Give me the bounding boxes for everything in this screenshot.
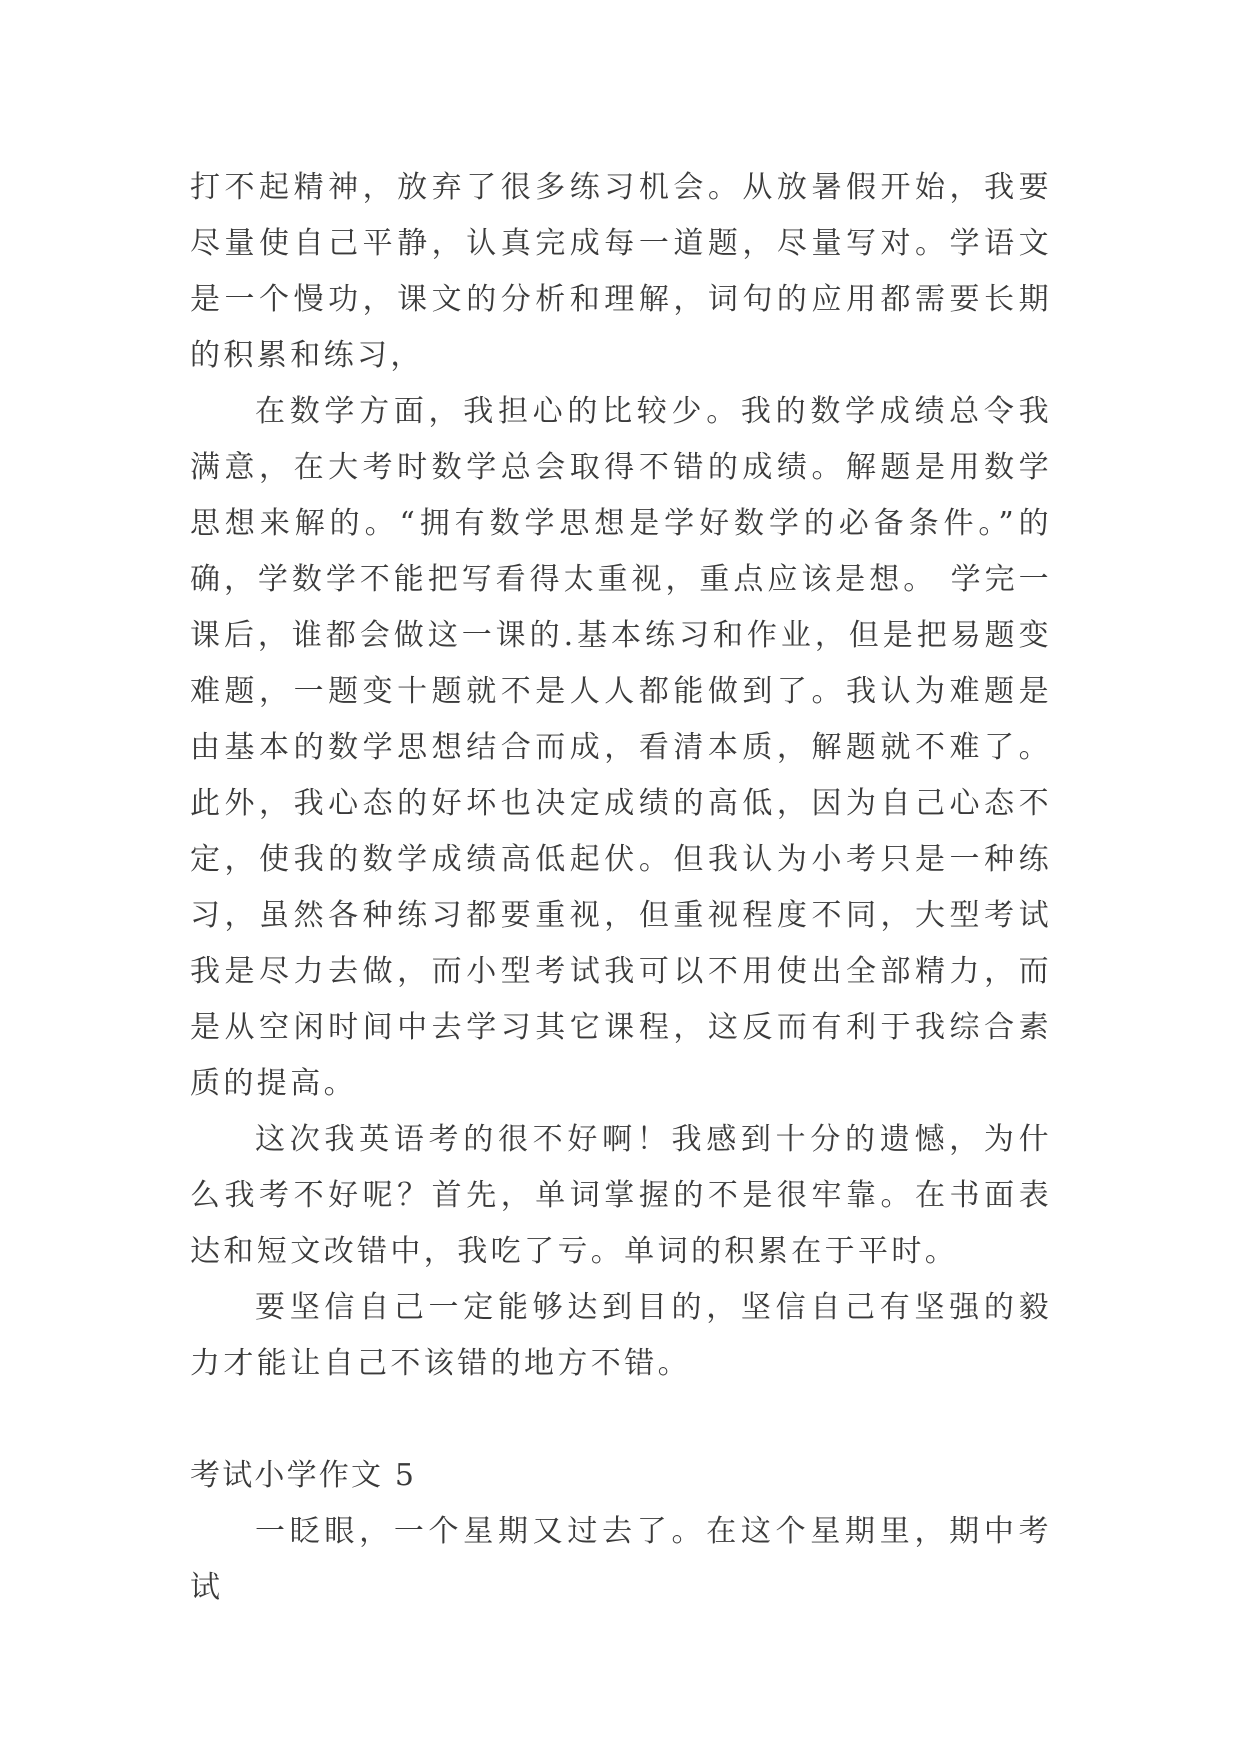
paragraph-1: 打不起精神，放弃了很多练习机会。从放暑假开始，我要尽量使自己平静，认真完成每一道题，尽量写对。学语文是一个慢功，课文的分析和理解，词句的应用都需要长期的积累和练习， xyxy=(190,170,1052,373)
section-title: 考试小学作文 5 xyxy=(190,1458,417,1493)
section-first-paragraph: 一眨眼，一个星期又过去了。在这个星期里，期中考试 xyxy=(190,1514,1052,1605)
paragraph-4: 要坚信自己一定能够达到目的，坚信自己有坚强的毅力才能让自己不该错的地方不错。 xyxy=(190,1290,1052,1381)
paragraph-3: 这次我英语考的很不好啊！我感到十分的遗憾，为什么我考不好呢？首先，单词掌握的不是很牢靠。在书面表达和短文改错中，我吃了亏。单词的积累在于平时。 xyxy=(190,1122,1052,1269)
paragraph-2: 在数学方面，我担心的比较少。我的数学成绩总令我满意，在大考时数学总会取得不错的成绩。解题是用数学思想来解的。“拥有数学思想是学好数学的必备条件。”的确，学数学不能把写看得太重视，重点应该是想。 学完一课后，谁都会做这一课的.基本练习和作业，但是把易题变难题，一题变十题就不是人人都能做到了。我认为难题是由基本的数学思想结合而成，看清本质，解题就不难了。此外，我心态的好坏也决定成绩的高低，因为自己心态不定，使我的数学成绩高低起伏。但我认为小考只是一种练习，虽然各种练习都要重视，但重视程度不同，大型考试我是尽力去做，而小型考试我可以不用使出全部精力，而是从空闲时间中去学习其它课程，这反而有利于我综合素质的提高。 xyxy=(190,394,1052,1101)
section-spacer xyxy=(190,1392,1052,1448)
document-body xyxy=(190,160,1052,1616)
